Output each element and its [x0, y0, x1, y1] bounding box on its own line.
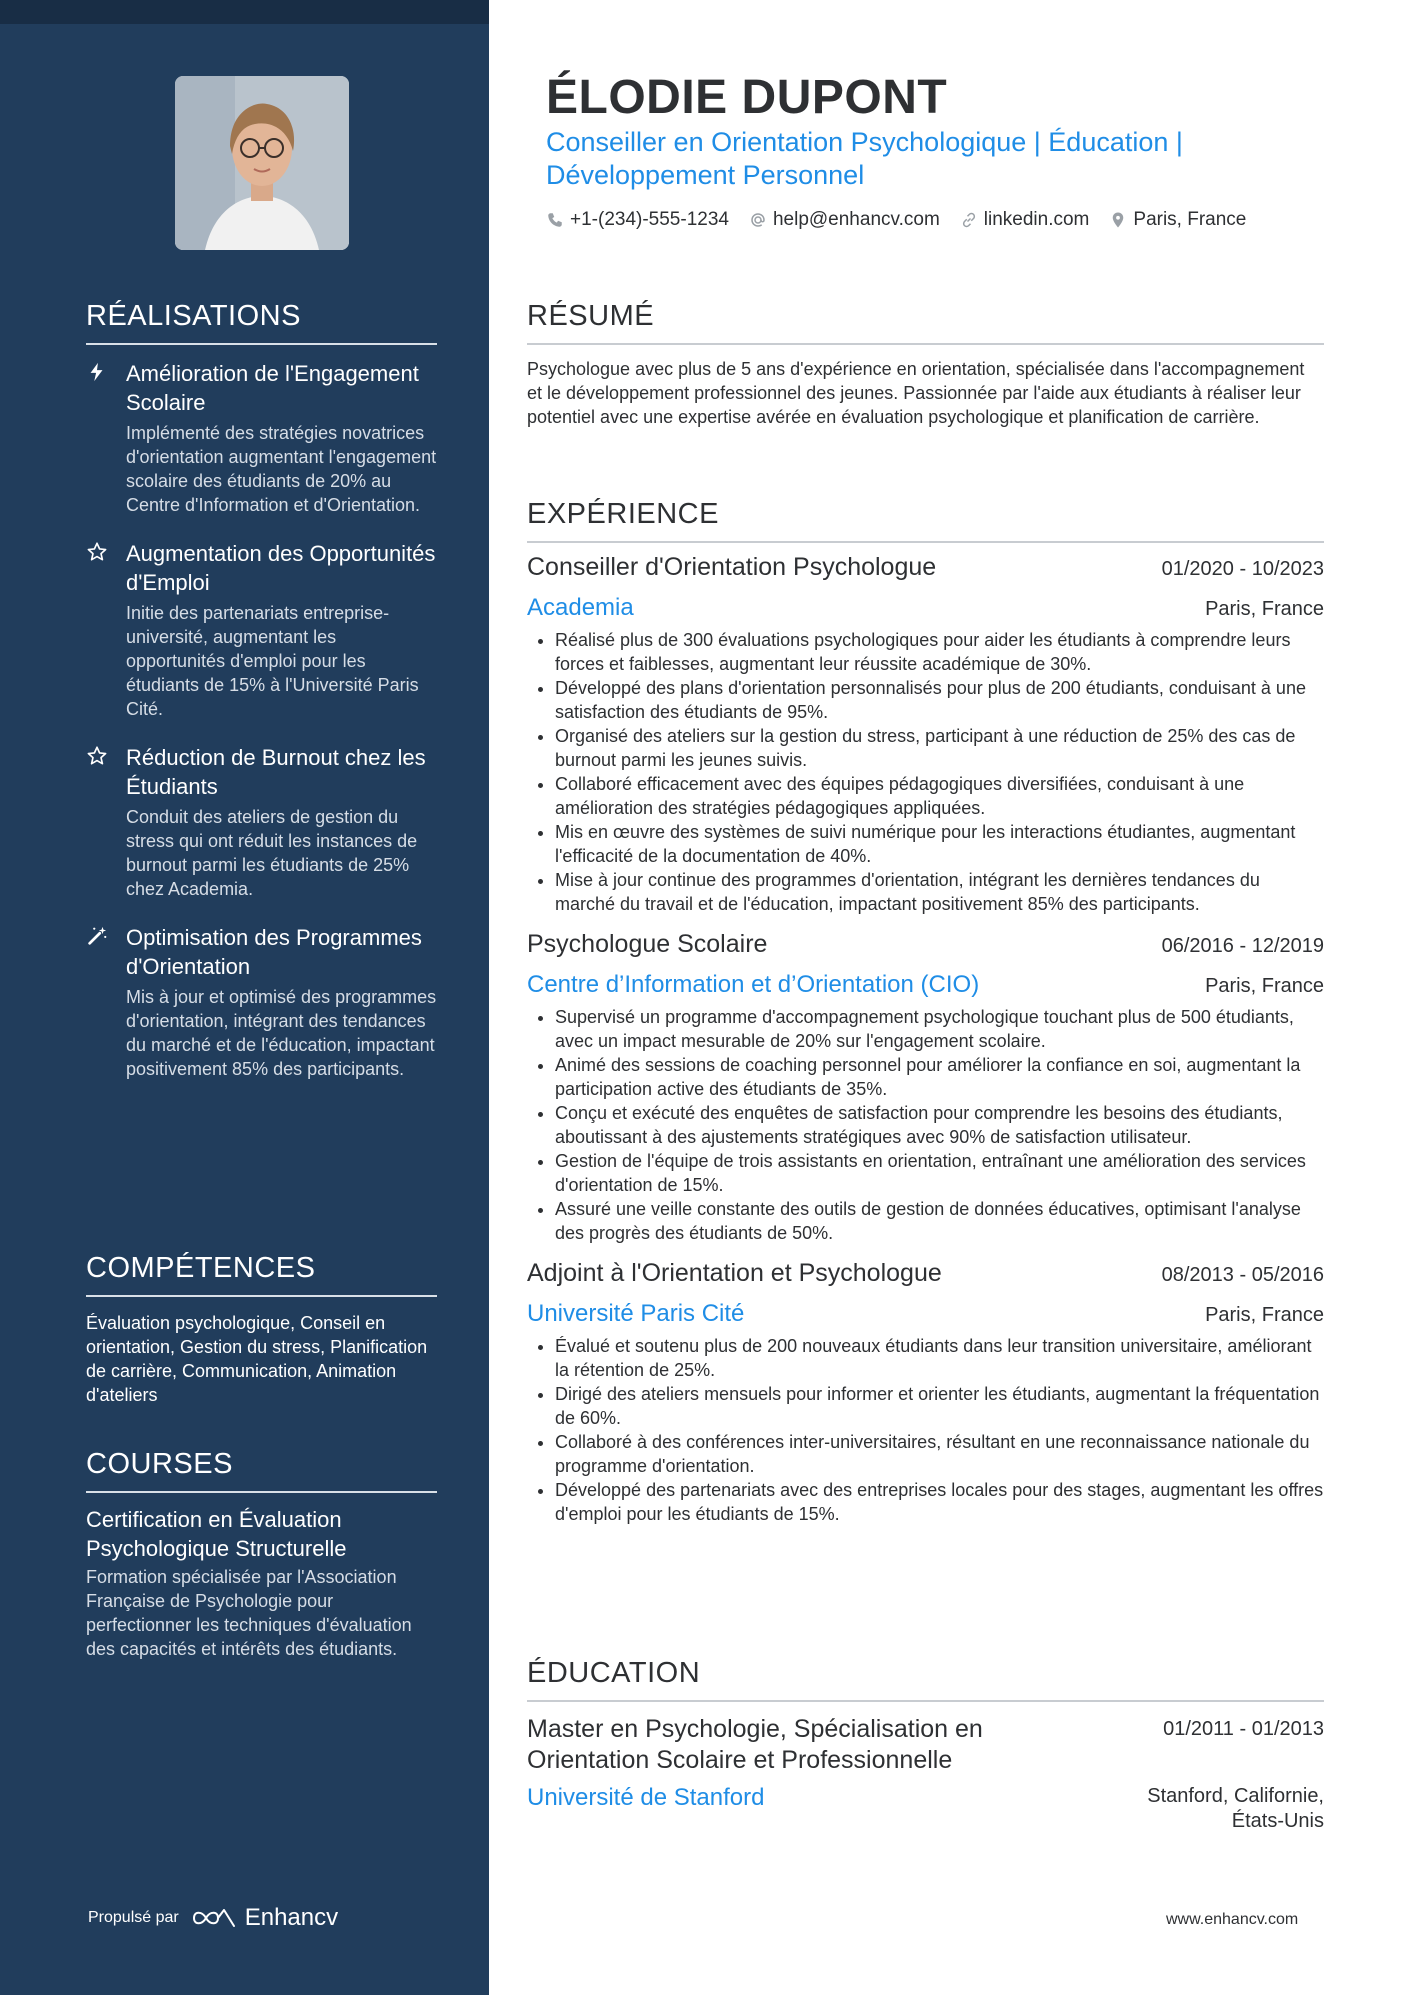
- job-title: Conseiller d'Orientation Psychologue: [527, 553, 937, 581]
- magic-wand-icon: [86, 925, 108, 947]
- job-bullet: • Collaboré à des conférences inter-universitaires, résultant en une reconnaissance nationale du programme d'orientation.: [555, 1430, 1324, 1478]
- achievement-item: [86, 539, 437, 721]
- achievement-title: Augmentation des Opportunités d'Emploi: [126, 541, 436, 595]
- education-entry: [527, 1714, 1324, 1834]
- sidebar-top-band: [0, 0, 489, 24]
- achievement-item: [86, 923, 437, 1081]
- experience-heading: EXPÉRIENCE: [527, 498, 1324, 543]
- job-bullet: • Gestion de l'équipe de trois assistants en orientation, entraînant une amélioration des services d'orientation de 15%.: [555, 1149, 1324, 1197]
- job-bullet: • Organisé des ateliers sur la gestion du stress, participant à une réduction de 25% des cas de burnout parmi les jeunes suivis.: [555, 724, 1324, 772]
- achievement-desc: Implémenté des stratégies novatrices d'orientation augmentant l'engagement scolaire des étudiants de 20% au Centre d'Information et d'Orientation.: [126, 423, 437, 515]
- job-bullet: • Réalisé plus de 300 évaluations psychologiques pour aider les étudiants à comprendre leurs forces et faiblesses, augmentant leur réussite académique de 30%.: [555, 628, 1324, 676]
- star-icon: [86, 541, 108, 563]
- job-bullet: • Conçu et exécuté des enquêtes de satisfaction pour comprendre les besoins des étudiants, aboutissant à des ajustements stratégiques avec 90% de satisfaction utilisateur.: [555, 1101, 1324, 1149]
- avatar: [175, 76, 349, 250]
- achievement-title: Amélioration de l'Engagement Scolaire: [126, 361, 419, 415]
- contact-phone[interactable]: [546, 209, 729, 231]
- enhancv-logo-icon: [191, 1906, 237, 1930]
- phone-text: +1-(234)-555-1234: [570, 209, 729, 230]
- job-bullet: • Mis en œuvre des systèmes de suivi numérique pour les interactions étudiantes, augmentant l'efficacité de la documentation de 40%.: [555, 820, 1324, 868]
- degree-title: Master en Psychologie, Spécialisation en Orientation Scolaire et Professionnelle: [527, 1715, 983, 1774]
- school-name: Université de Stanford: [527, 1784, 765, 1811]
- link-icon: [960, 211, 978, 229]
- achievement-desc: Conduit des ateliers de gestion du stress qui ont réduit les instances de burnout parmi les étudiants de 25% chez Academia.: [126, 807, 418, 899]
- experience-section: [527, 498, 1324, 1526]
- candidate-name: ÉLODIE DUPONT: [546, 71, 948, 124]
- education-dates: 01/2011 - 01/2013: [1163, 1718, 1324, 1740]
- job-dates: 01/2020 - 10/2023: [1161, 558, 1324, 580]
- profile-photo: [175, 76, 349, 250]
- job-location: Paris, France: [1205, 1304, 1324, 1326]
- powered-by-label: Propulsé par: [88, 1909, 179, 1926]
- location-text: Paris, France: [1133, 209, 1247, 230]
- skills-heading: COMPÉTENCES: [86, 1252, 437, 1297]
- location-pin-icon: [1109, 211, 1127, 229]
- job-location: Paris, France: [1205, 975, 1324, 997]
- education-heading: ÉDUCATION: [527, 1657, 1324, 1702]
- enhancv-logo[interactable]: [191, 1904, 338, 1932]
- contact-location: [1109, 209, 1246, 231]
- job-company: Centre d’Information et d’Orientation (CIO): [527, 971, 980, 998]
- summary-text: Psychologue avec plus de 5 ans d'expérience en orientation, spécialisée dans l'accompagnement et le développement professionnel des jeunes. Passionnée par l'aide aux étudiants à réaliser leur potentiel avec une expertise avérée en évaluation psychologique et planification de carrière.: [527, 359, 1305, 427]
- summary-heading: RÉSUMÉ: [527, 300, 1324, 345]
- education-section: [527, 1657, 1324, 1834]
- job-entry: [527, 930, 1324, 1245]
- email-text: help@enhancv.com: [772, 209, 940, 230]
- job-title: Psychologue Scolaire: [527, 930, 768, 958]
- job-bullets: [527, 1005, 1324, 1245]
- job-bullet: • Supervisé un programme d'accompagnement psychologique touchant plus de 500 étudiants, avec un impact mesurable de 20% sur l'engagement scolaire.: [555, 1005, 1324, 1053]
- education-location-line2: États-Unis: [1231, 1810, 1324, 1832]
- footer-url[interactable]: www.enhancv.com: [1166, 1911, 1299, 1928]
- contact-row: [546, 209, 1246, 231]
- contact-email[interactable]: [749, 209, 940, 231]
- achievement-desc: Initie des partenariats entreprise-université, augmentant les opportunités d'emploi pour les étudiants de 15% à l'Université Paris Cité.: [126, 603, 419, 719]
- job-company: Academia: [527, 594, 634, 621]
- summary-section: [527, 300, 1324, 429]
- courses-heading: COURSES: [86, 1448, 437, 1493]
- job-bullet: • Assuré une veille constante des outils de gestion de données éducatives, optimisant l'analyse des progrès des étudiants de 50%.: [555, 1197, 1324, 1245]
- job-bullets: [527, 1334, 1324, 1526]
- achievement-item: [86, 359, 437, 517]
- job-bullet: • Collaboré efficacement avec des équipes pédagogiques diversifiées, conduisant à une amélioration des stratégies pédagogiques appliquées.: [555, 772, 1324, 820]
- powered-by: [88, 1904, 338, 1932]
- sidebar: [0, 0, 489, 1995]
- skills-list: Évaluation psychologique, Conseil en orientation, Gestion du stress, Planification de carrière, Communication, Animation d'ateliers: [86, 1313, 428, 1405]
- achievements-heading: RÉALISATIONS: [86, 300, 437, 345]
- job-bullet: • Développé des partenariats avec des entreprises locales pour des stages, augmentant les offres d'emploi pour les étudiants de 15%.: [555, 1478, 1324, 1526]
- achievement-title: Réduction de Burnout chez les Étudiants: [126, 745, 426, 799]
- job-bullet: • Évalué et soutenu plus de 200 nouveaux étudiants dans leur transition universitaire, améliorant la rétention de 25%.: [555, 1334, 1324, 1382]
- achievements-section: [86, 300, 437, 1081]
- at-icon: [749, 211, 767, 229]
- job-bullet: • Mise à jour continue des programmes d'orientation, intégrant les dernières tendances du marché du travail et de l'éducation, impactant positivement 85% des participants.: [555, 868, 1324, 916]
- job-bullet: • Développé des plans d'orientation personnalisés pour plus de 200 étudiants, conduisant à une satisfaction des étudiants de 95%.: [555, 676, 1324, 724]
- job-bullet: • Animé des sessions de coaching personnel pour améliorer la confiance en soi, augmentant la participation active des étudiants de 35%.: [555, 1053, 1324, 1101]
- education-location: [1147, 1784, 1324, 1834]
- achievement-desc: Mis à jour et optimisé des programmes d'orientation, intégrant des tendances du marché et de l'éducation, impactant positivement 85% des participants.: [126, 987, 437, 1079]
- education-location-line1: Stanford, Californie,: [1147, 1785, 1324, 1807]
- achievement-item: [86, 743, 437, 901]
- enhancv-brand-text: Enhancv: [244, 1904, 339, 1931]
- course-title: Certification en Évaluation Psychologique Structurelle: [86, 1507, 347, 1561]
- bolt-icon: [86, 361, 108, 383]
- phone-icon: [546, 211, 564, 229]
- job-entry: [527, 553, 1324, 916]
- job-bullets: [527, 628, 1324, 916]
- contact-linkedin[interactable]: [960, 209, 1090, 231]
- candidate-headline: Conseiller en Orientation Psychologique | Éducation | Développement Personnel: [546, 127, 1183, 190]
- skills-section: [86, 1252, 437, 1407]
- course-desc: Formation spécialisée par l'Association Française de Psychologie pour perfectionner les techniques d'évaluation des capacités et intérêts des étudiants.: [86, 1567, 412, 1659]
- job-company: Université Paris Cité: [527, 1300, 745, 1327]
- courses-section: [86, 1448, 437, 1661]
- job-location: Paris, France: [1205, 598, 1324, 620]
- achievement-title: Optimisation des Programmes d'Orientation: [126, 925, 422, 979]
- job-dates: 08/2013 - 05/2016: [1161, 1264, 1324, 1286]
- job-dates: 06/2016 - 12/2019: [1161, 935, 1324, 957]
- job-entry: [527, 1259, 1324, 1526]
- linkedin-text: linkedin.com: [983, 209, 1090, 230]
- job-bullet: • Dirigé des ateliers mensuels pour informer et orienter les étudiants, augmentant la fréquentation de 60%.: [555, 1382, 1324, 1430]
- job-title: Adjoint à l'Orientation et Psychologue: [527, 1259, 942, 1287]
- star-icon: [86, 745, 108, 767]
